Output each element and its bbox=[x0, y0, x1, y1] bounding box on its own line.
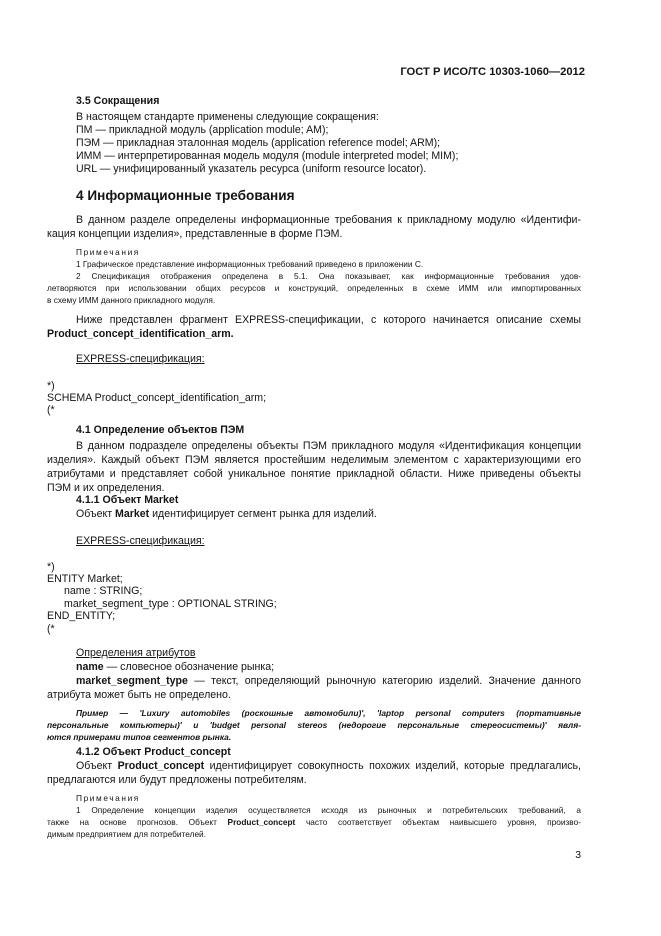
code-line: *) bbox=[47, 380, 55, 392]
section-3-5-intro: В настоящем стандарте применены следующие сокращения: bbox=[76, 111, 379, 123]
note-line: в схему ИММ данного прикладного модуля. bbox=[47, 295, 216, 305]
attribute-definition: market_segment_type — текст, определяющий рыночную категорию изделий. Значение данного bbox=[76, 675, 581, 687]
attribute-definition: name — словесное обозначение рынка; bbox=[76, 661, 275, 673]
section-3-5-heading: 3.5 Сокращения bbox=[76, 95, 160, 107]
code-line: SCHEMA Product_concept_identification_arm; bbox=[47, 392, 267, 404]
code-line: market_segment_type : OPTIONAL STRING; bbox=[64, 598, 277, 610]
section-4-paragraph-line: кация концепции изделия», представленные в форме ПЭМ. bbox=[47, 228, 343, 240]
page-number: 3 bbox=[575, 850, 581, 861]
schema-name: Product_concept_identification_arm. bbox=[47, 328, 234, 340]
example-line: персональные компьютеры)' и 'budget personal stereos (недорогие персональные стереосистемы)' явля- bbox=[47, 720, 581, 730]
section-4-1-paragraph-line: изделия». Каждый объект ПЭМ является простейшим неделимым элементом с характеризующими его bbox=[47, 454, 581, 466]
section-4-1-paragraph-line: В данном подразделе определены объекты ПЭМ прикладного модуля «Идентификация концепции bbox=[76, 440, 581, 452]
note-line: также на основе прогнозов. Объект Product_concept часто соответствует объектам наивысшего уровня, произво- bbox=[47, 817, 581, 827]
notes-label: Примечания bbox=[76, 793, 140, 803]
section-4-1-paragraph-line: ПЭМ и их определения. bbox=[47, 482, 165, 494]
code-line: (* bbox=[47, 404, 55, 416]
code-line: ENTITY Market; bbox=[47, 573, 123, 585]
attribute-definition-line: атрибута может быть не определено. bbox=[47, 689, 231, 701]
abbreviation-item: ПМ — прикладной модуль (application module; AM); bbox=[76, 124, 329, 136]
section-4-paragraph-line: В данном разделе определены информационные требования к прикладному модулю «Идентифи- bbox=[76, 214, 581, 226]
note-line: димым предприятием для потребителей. bbox=[47, 829, 206, 839]
section-4-1-heading: 4.1 Определение объектов ПЭМ bbox=[76, 424, 245, 436]
code-line: (* bbox=[47, 623, 55, 635]
notes-label: Примечания bbox=[76, 247, 140, 257]
note-line: 1 Определение концепции изделия осуществляется исходя из рыночных и потребительских требований, а bbox=[76, 805, 581, 815]
section-4-1-2-heading: 4.1.2 Объект Product_concept bbox=[76, 746, 231, 758]
example-line: Пример — 'Luxury automobiles (роскошные автомобили)', 'laptop personal computers (портативные bbox=[76, 708, 581, 718]
note-line: 2 Спецификация отображения определена в 5.1. Она показывает, как информационные требования удов- bbox=[76, 271, 581, 281]
example-line: ются примерами типов сегментов рынка. bbox=[47, 732, 232, 742]
express-spec-label: EXPRESS-спецификация: bbox=[76, 353, 205, 365]
code-line: name : STRING; bbox=[64, 585, 143, 597]
attribute-definitions-heading: Определения атрибутов bbox=[76, 647, 196, 659]
abbreviation-item: ПЭМ — прикладная эталонная модель (application reference model; ARM); bbox=[76, 137, 441, 149]
document-id-header: ГОСТ Р ИСО/ТС 10303-1060—2012 bbox=[400, 66, 585, 78]
note-line: 1 Графическое представление информационных требований приведено в приложении С. bbox=[76, 259, 424, 269]
abbreviation-item: URL — унифицированный указатель ресурса (uniform resource locator). bbox=[76, 163, 427, 175]
section-4-heading: 4 Информационные требования bbox=[76, 188, 295, 203]
note-line: летворяются при использовании общих ресурсов и конструкций, определенных в схеме ИММ или импортированных bbox=[47, 283, 581, 293]
market-description: Объект Market идентифицирует сегмент рынка для изделий. bbox=[76, 508, 377, 520]
code-line: END_ENTITY; bbox=[47, 610, 116, 622]
section-4-1-1-heading: 4.1.1 Объект Market bbox=[76, 494, 179, 506]
product-concept-description: Объект Product_concept идентифицирует совокупность похожих изделий, которые предлагались, bbox=[76, 760, 581, 772]
section-4-1-paragraph-line: атрибутами и представляет собой уникальное понятие прикладной области. Ниже приведены объекты bbox=[47, 468, 581, 480]
product-concept-description-line: предлагаются или будут предложены потребителям. bbox=[47, 774, 307, 786]
code-line: *) bbox=[47, 561, 55, 573]
section-4-paragraph-line: Ниже представлен фрагмент EXPRESS-спецификации, с которого начинается описание схемы bbox=[76, 314, 581, 326]
abbreviation-item: ИММ — интерпретированная модель модуля (module interpreted model; MIM); bbox=[76, 150, 459, 162]
express-spec-label: EXPRESS-спецификация: bbox=[76, 535, 205, 547]
